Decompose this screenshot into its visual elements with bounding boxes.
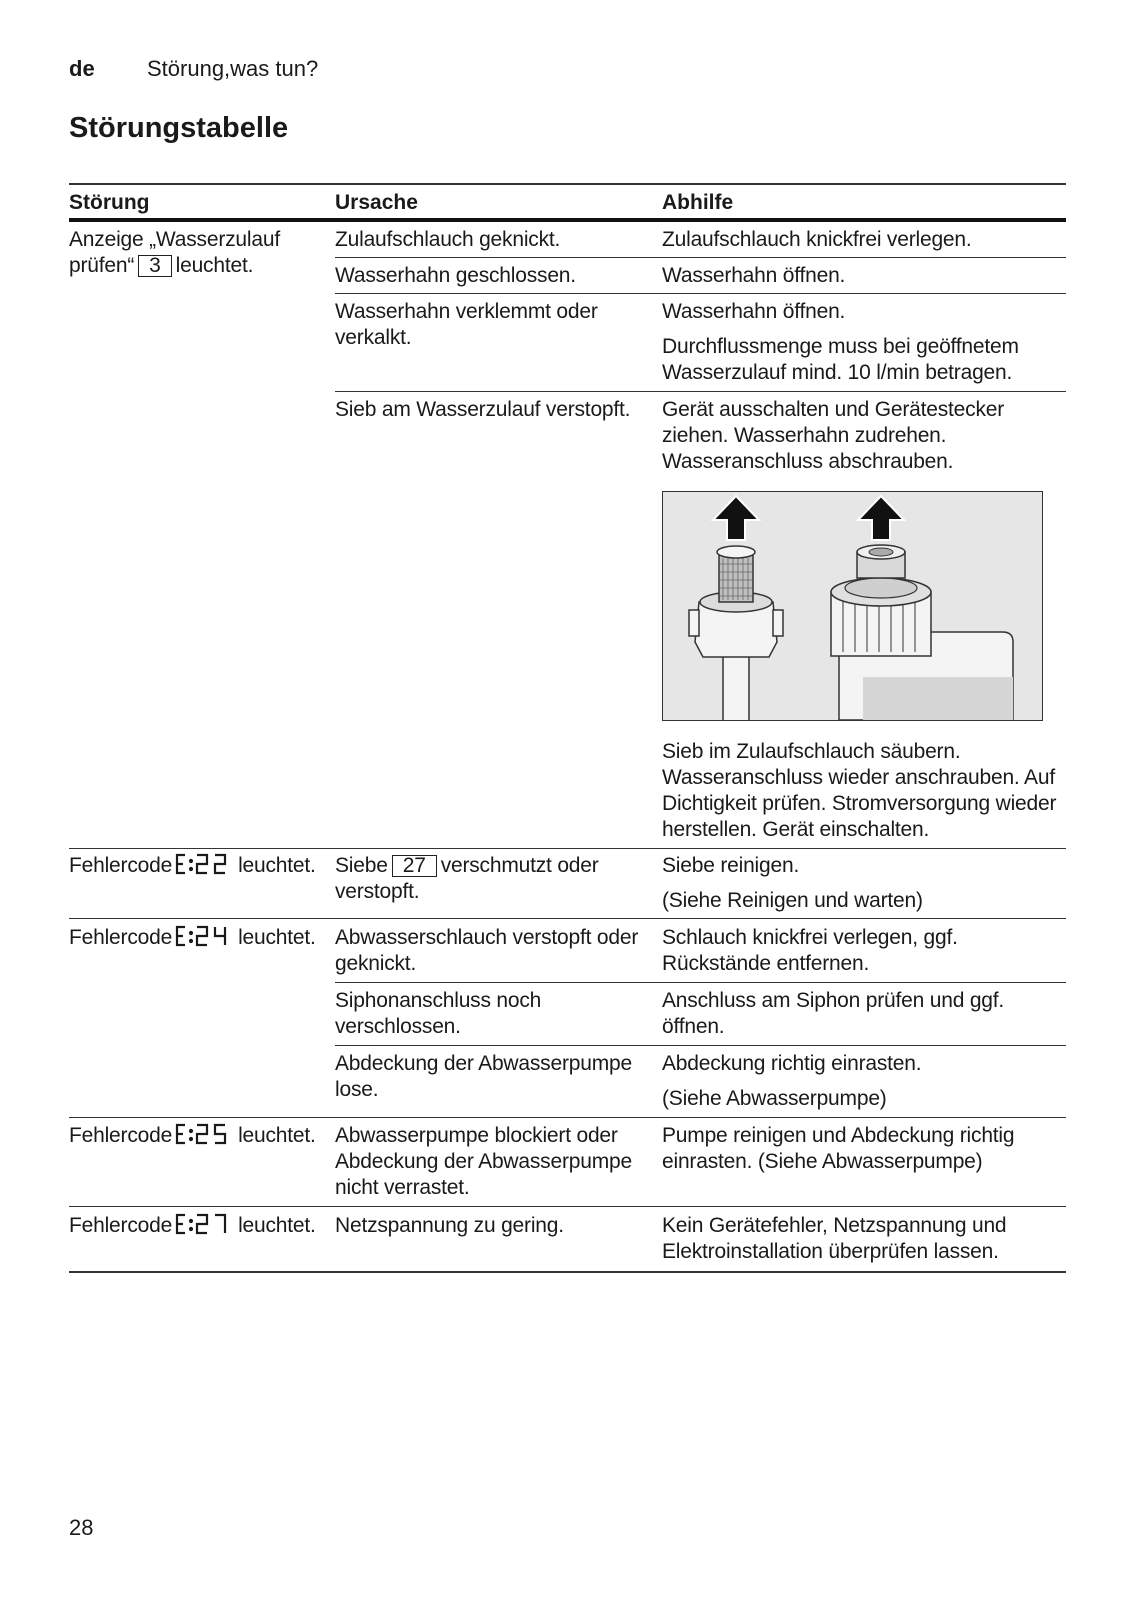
r1-c4-abhilfe-2: ziehen. Wasserhahn zudrehen.: [662, 424, 947, 447]
r1-c3-ursache-2: verkalkt.: [335, 326, 412, 349]
r3-c1-abhilfe-2: Rückstände entfernen.: [662, 952, 870, 975]
r3-c2-abhilfe-2: öffnen.: [662, 1015, 725, 1038]
r2-abhilfe-2: (Siehe Reinigen und warten): [662, 889, 923, 912]
inlet-sieve-drawing: [663, 492, 1042, 720]
r2-ursache-1: Siebe 27 verschmutzt oder: [335, 854, 599, 877]
r1-c4-ursache: Sieb am Wasserzulauf verstopft.: [335, 398, 631, 421]
r5-abhilfe-1: Kein Gerätefehler, Netzspannung und: [662, 1214, 1007, 1237]
r1-c4-abhilfe-4: Sieb im Zulaufschlauch säubern.: [662, 740, 961, 763]
r2-ursache-2: verstopft.: [335, 880, 420, 903]
r1-c4-abhilfe-6: Dichtigkeit prüfen. Stromversorgung wieder: [662, 792, 1057, 815]
row-rule: [69, 1206, 1066, 1207]
column-header-ursache: Ursache: [335, 191, 418, 214]
r3-c2-abhilfe-1: Anschluss am Siphon prüfen und ggf.: [662, 989, 1005, 1012]
error-code-e24-display: [175, 925, 235, 947]
r3-c1-abhilfe-1: Schlauch knickfrei verlegen, ggf.: [662, 926, 958, 949]
r1-c4-abhilfe-7: herstellen. Gerät einschalten.: [662, 818, 930, 841]
r5-abhilfe-2: Elektroinstallation überprüfen lassen.: [662, 1240, 999, 1263]
row-rule: [69, 1117, 1066, 1118]
rule: [335, 1045, 1066, 1046]
r1-c3-abhilfe-3: Wasserzulauf mind. 10 l/min betragen.: [662, 361, 1013, 384]
display-indicator-3: 3: [138, 255, 171, 277]
column-header-abhilfe: Abhilfe: [662, 191, 734, 214]
page-title: Störungstabelle: [69, 112, 289, 144]
r3-c3-abhilfe-2: (Siehe Abwasserpumpe): [662, 1087, 887, 1110]
r3-c1-ursache-2: geknickt.: [335, 952, 417, 975]
r3-c2-ursache-1: Siphonanschluss noch: [335, 989, 542, 1012]
rule: [335, 391, 1066, 392]
r4-ursache-2: Abdeckung der Abwasserpumpe: [335, 1150, 632, 1173]
rule: [335, 293, 1066, 294]
r4-ursache-3: nicht verrastet.: [335, 1176, 470, 1199]
r3-c3-ursache-2: lose.: [335, 1078, 379, 1101]
row-rule: [69, 848, 1066, 849]
r3-c1-ursache-1: Abwasserschlauch verstopft oder: [335, 926, 639, 949]
error-code-e22-display: [175, 853, 235, 875]
page-number: 28: [69, 1515, 94, 1540]
error-code-e27-display: [175, 1213, 235, 1235]
running-header: [69, 56, 318, 82]
table-bottom-rule: [69, 1271, 1066, 1273]
r1-c1-ursache: Zulaufschlauch geknickt.: [335, 228, 561, 251]
r5-ursache: Netzspannung zu gering.: [335, 1214, 564, 1237]
r2-abhilfe-1: Siebe reinigen.: [662, 854, 800, 877]
rule: [335, 982, 1066, 983]
r4-abhilfe-1: Pumpe reinigen und Abdeckung richtig: [662, 1124, 1015, 1147]
language-code: de: [69, 56, 95, 81]
r1-c2-ursache: Wasserhahn geschlossen.: [335, 264, 576, 287]
row5-stoerung: Fehlercode leuchtet.: [69, 1214, 316, 1237]
rule: [335, 257, 1066, 258]
r4-ursache-1: Abwasserpumpe blockiert oder: [335, 1124, 618, 1147]
row4-stoerung: Fehlercode leuchtet.: [69, 1124, 316, 1147]
header-rule: [69, 218, 1066, 222]
error-code-e25-display: [175, 1123, 235, 1145]
r1-c4-abhilfe-5: Wasseranschluss wieder anschrauben. Auf: [662, 766, 1055, 789]
row1-stoerung-line2: prüfen“ 3 leuchtet.: [69, 254, 254, 277]
row3-stoerung: Fehlercode leuchtet.: [69, 926, 316, 949]
row1-stoerung-line1: Anzeige „Wasserzulauf: [69, 228, 280, 251]
r1-c3-ursache-1: Wasserhahn verklemmt oder: [335, 300, 598, 323]
r3-c3-abhilfe-1: Abdeckung richtig einrasten.: [662, 1052, 922, 1075]
r1-c3-abhilfe-1: Wasserhahn öffnen.: [662, 300, 846, 323]
r4-abhilfe-2: einrasten. (Siehe Abwasserpumpe): [662, 1150, 983, 1173]
component-indicator-27: 27: [392, 855, 437, 877]
r1-c4-abhilfe-3: Wasseranschluss abschrauben.: [662, 450, 954, 473]
r1-c4-abhilfe-1: Gerät ausschalten und Gerätestecker: [662, 398, 1005, 421]
r1-c2-abhilfe: Wasserhahn öffnen.: [662, 264, 846, 287]
row2-stoerung: Fehlercode leuchtet.: [69, 854, 316, 877]
sieve-illustration: [662, 491, 1043, 721]
section-title: Störung,was tun?: [147, 56, 319, 81]
column-header-stoerung: Störung: [69, 191, 150, 214]
r3-c2-ursache-2: verschlossen.: [335, 1015, 461, 1038]
r3-c3-ursache-1: Abdeckung der Abwasserpumpe: [335, 1052, 632, 1075]
r1-c3-abhilfe-2: Durchflussmenge muss bei geöffnetem: [662, 335, 1019, 358]
table-top-rule: [69, 183, 1066, 185]
r1-c1-abhilfe: Zulaufschlauch knickfrei verlegen.: [662, 228, 972, 251]
row-rule: [69, 918, 1066, 919]
